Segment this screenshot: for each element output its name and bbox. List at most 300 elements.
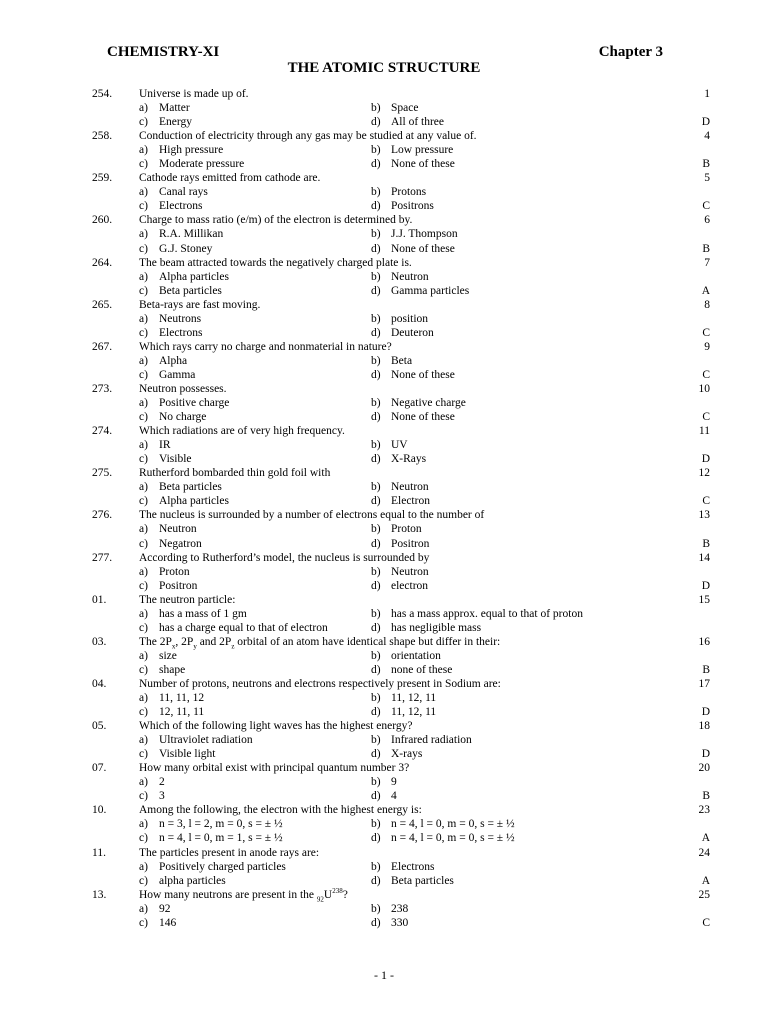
answer-option bbox=[371, 101, 418, 115]
option-letter: d) bbox=[371, 790, 381, 803]
option-text: electron bbox=[391, 579, 429, 592]
answer-key: A bbox=[701, 832, 710, 845]
option-text: R.A. Millikan bbox=[159, 228, 224, 241]
answer-option bbox=[371, 775, 397, 789]
question-text: The nucleus is surrounded by a number of electrons equal to the number of bbox=[139, 509, 485, 522]
answer-key: D bbox=[701, 116, 710, 129]
question-row bbox=[0, 635, 768, 649]
answer-option bbox=[139, 368, 195, 382]
option-letter: d) bbox=[371, 537, 381, 550]
question-text: Charge to mass ratio (e/m) of the electron is determined by. bbox=[139, 214, 413, 227]
question-row bbox=[0, 87, 768, 101]
question-text: Number of protons, neutrons and electrons respectively present in Sodium are: bbox=[139, 677, 501, 690]
answer-key: C bbox=[702, 495, 710, 508]
option-letter: b) bbox=[371, 776, 381, 789]
option-text: Positron bbox=[159, 579, 198, 592]
question-number: 273. bbox=[92, 382, 113, 395]
option-letter: b) bbox=[371, 692, 381, 705]
answer-option bbox=[371, 270, 429, 284]
option-letter: a) bbox=[139, 692, 148, 705]
option-text: 330 bbox=[391, 916, 409, 929]
question-ref-number: 5 bbox=[704, 172, 710, 185]
question-ref-number: 18 bbox=[698, 720, 710, 733]
question-number: 275. bbox=[92, 467, 113, 480]
option-letter: c) bbox=[139, 326, 148, 339]
option-letter: c) bbox=[139, 453, 148, 466]
option-letter: a) bbox=[139, 186, 148, 199]
answer-option bbox=[139, 916, 176, 930]
answer-key: A bbox=[701, 874, 710, 887]
option-text: 146 bbox=[159, 916, 177, 929]
options-row bbox=[0, 270, 768, 284]
options-row bbox=[0, 185, 768, 199]
text-part: , 2P bbox=[175, 635, 194, 648]
question-row bbox=[0, 129, 768, 143]
question-text: Among the following, the electron with the highest energy is: bbox=[139, 804, 422, 817]
options-row bbox=[0, 705, 768, 719]
option-letter: b) bbox=[371, 523, 381, 536]
option-letter: d) bbox=[371, 706, 381, 719]
option-text: Space bbox=[391, 102, 419, 115]
option-text: None of these bbox=[391, 411, 455, 424]
question-number: 267. bbox=[92, 340, 113, 353]
option-letter: c) bbox=[139, 790, 148, 803]
answer-option bbox=[139, 143, 223, 157]
option-text: Canal rays bbox=[159, 186, 208, 199]
option-text: Visible bbox=[159, 453, 192, 466]
subscript: 92 bbox=[316, 894, 324, 903]
option-text: Gamma particles bbox=[391, 284, 470, 297]
answer-option bbox=[139, 537, 202, 551]
question-number: 01. bbox=[92, 593, 107, 606]
option-letter: b) bbox=[371, 144, 381, 157]
question-ref-number: 8 bbox=[704, 298, 710, 311]
answer-option bbox=[139, 902, 171, 916]
option-letter: c) bbox=[139, 242, 148, 255]
options-row bbox=[0, 775, 768, 789]
option-text: 2 bbox=[159, 776, 165, 789]
option-text: Positive charge bbox=[159, 397, 230, 410]
answer-key: D bbox=[701, 453, 710, 466]
option-letter: b) bbox=[371, 734, 381, 747]
answer-option bbox=[371, 494, 430, 508]
question-ref-number: 9 bbox=[704, 340, 710, 353]
question-ref-number: 25 bbox=[698, 888, 710, 901]
option-text: Gamma bbox=[159, 368, 196, 381]
option-text: Neutron bbox=[391, 481, 429, 494]
option-letter: d) bbox=[371, 453, 381, 466]
options-row bbox=[0, 227, 768, 241]
question-number: 10. bbox=[92, 804, 107, 817]
option-text: Positron bbox=[391, 537, 430, 550]
question-ref-number: 6 bbox=[704, 214, 710, 227]
question-ref-number: 16 bbox=[698, 635, 710, 648]
option-text: Proton bbox=[159, 565, 190, 578]
options-row bbox=[0, 663, 768, 677]
option-letter: d) bbox=[371, 495, 381, 508]
question-number: 254. bbox=[92, 88, 113, 100]
option-letter: a) bbox=[139, 734, 148, 747]
option-letter: a) bbox=[139, 523, 148, 536]
option-text: None of these bbox=[391, 158, 455, 171]
question-row bbox=[0, 466, 768, 480]
options-row bbox=[0, 368, 768, 382]
option-text: Negatron bbox=[159, 537, 202, 550]
answer-option bbox=[139, 579, 197, 593]
question-row bbox=[0, 803, 768, 817]
question-row bbox=[0, 761, 768, 775]
option-text: has negligible mass bbox=[391, 621, 482, 634]
question-number: 11. bbox=[92, 846, 106, 859]
option-text: orientation bbox=[391, 649, 441, 662]
question-row bbox=[0, 888, 768, 902]
answer-option bbox=[139, 185, 208, 199]
answer-key: C bbox=[702, 326, 710, 339]
option-letter: a) bbox=[139, 270, 148, 283]
options-row bbox=[0, 902, 768, 916]
answer-option bbox=[139, 789, 165, 803]
answer-option bbox=[371, 185, 426, 199]
option-letter: d) bbox=[371, 874, 381, 887]
option-text: 12, 11, 11 bbox=[159, 706, 205, 719]
option-text: Neutron bbox=[159, 523, 197, 536]
document-title: THE ATOMIC STRUCTURE bbox=[287, 60, 481, 76]
option-text: Beta bbox=[391, 354, 413, 367]
option-letter: b) bbox=[371, 354, 381, 367]
option-letter: c) bbox=[139, 874, 148, 887]
question-ref-number: 23 bbox=[698, 804, 710, 817]
question-row bbox=[0, 213, 768, 227]
option-text: None of these bbox=[391, 368, 455, 381]
question-row bbox=[0, 171, 768, 185]
question-text: Rutherford bombarded thin gold foil with bbox=[139, 467, 331, 480]
option-text: 238 bbox=[391, 902, 409, 915]
option-text: Neutron bbox=[391, 565, 429, 578]
option-text: Moderate pressure bbox=[159, 158, 245, 171]
option-letter: d) bbox=[371, 411, 381, 424]
question-row bbox=[0, 298, 768, 312]
text-part: ? bbox=[342, 888, 348, 901]
option-letter: b) bbox=[371, 649, 381, 662]
option-text: n = 4, l = 0, m = 0, s = ± ½ bbox=[391, 832, 515, 845]
options-row bbox=[0, 115, 768, 129]
subscript: z bbox=[231, 642, 235, 651]
option-text: Proton bbox=[391, 523, 422, 536]
option-letter: a) bbox=[139, 144, 148, 157]
answer-option bbox=[139, 747, 216, 761]
option-letter: c) bbox=[139, 537, 148, 550]
answer-key: C bbox=[702, 200, 710, 213]
subscript: y bbox=[193, 642, 197, 651]
options-row bbox=[0, 396, 768, 410]
question-number: 277. bbox=[92, 551, 113, 564]
answer-option bbox=[371, 396, 466, 410]
option-letter: c) bbox=[139, 411, 148, 424]
question-text: The particles present in anode rays are: bbox=[139, 846, 320, 859]
options-row bbox=[0, 565, 768, 579]
option-letter: c) bbox=[139, 916, 148, 929]
answer-option bbox=[139, 284, 222, 298]
text-part: and 2P bbox=[196, 635, 232, 648]
option-letter: a) bbox=[139, 481, 148, 494]
option-text: J.J. Thompson bbox=[391, 228, 458, 241]
answer-key: B bbox=[702, 663, 710, 676]
answer-key: C bbox=[702, 368, 710, 381]
answer-key: C bbox=[702, 916, 710, 929]
question-ref-number: 24 bbox=[698, 846, 710, 859]
option-letter: c) bbox=[139, 748, 148, 761]
question-ref-number: 10 bbox=[698, 382, 710, 395]
options-row bbox=[0, 789, 768, 803]
option-letter: b) bbox=[371, 481, 381, 494]
answer-option bbox=[371, 199, 434, 213]
option-text: has a charge equal to that of electron bbox=[159, 621, 328, 634]
answer-option bbox=[139, 565, 190, 579]
option-letter: c) bbox=[139, 116, 148, 129]
option-text: Neutrons bbox=[159, 312, 202, 325]
option-text: Negative charge bbox=[391, 397, 466, 410]
answer-option bbox=[371, 817, 515, 831]
answer-option bbox=[139, 621, 328, 635]
answer-option bbox=[371, 480, 429, 494]
options-row bbox=[0, 199, 768, 213]
question-text: Which of the following light waves has the highest energy? bbox=[139, 720, 413, 733]
answer-option bbox=[139, 227, 223, 241]
answer-option bbox=[371, 368, 455, 382]
question-number: 04. bbox=[92, 677, 107, 690]
question-row bbox=[0, 719, 768, 733]
question-text: Universe is made up of. bbox=[139, 88, 249, 100]
option-letter: d) bbox=[371, 242, 381, 255]
answer-option bbox=[371, 579, 428, 593]
question-text: The beam attracted towards the negatively charged plate is. bbox=[139, 256, 412, 269]
options-row bbox=[0, 691, 768, 705]
question-text: Beta-rays are fast moving. bbox=[139, 298, 261, 311]
answer-option bbox=[139, 326, 202, 340]
option-letter: a) bbox=[139, 607, 148, 620]
answer-option bbox=[139, 522, 197, 536]
question-ref-number: 4 bbox=[704, 130, 710, 143]
options-row bbox=[0, 438, 768, 452]
answer-option bbox=[139, 691, 204, 705]
answer-option bbox=[371, 312, 428, 326]
answer-option bbox=[371, 537, 429, 551]
text-part: How many neutrons are present in the bbox=[139, 888, 317, 901]
page-number: - 1 - bbox=[374, 968, 394, 982]
answer-option bbox=[139, 705, 204, 719]
answer-key: B bbox=[702, 242, 710, 255]
option-letter: b) bbox=[371, 186, 381, 199]
question-row bbox=[0, 256, 768, 270]
options-row bbox=[0, 494, 768, 508]
question-number: 274. bbox=[92, 425, 113, 438]
question-number: 265. bbox=[92, 298, 113, 311]
option-letter: d) bbox=[371, 200, 381, 213]
option-letter: c) bbox=[139, 495, 148, 508]
subject-header: CHEMISTRY-XI bbox=[107, 44, 220, 60]
option-text: Matter bbox=[159, 102, 190, 115]
option-text: Alpha bbox=[159, 354, 188, 367]
option-letter: c) bbox=[139, 621, 148, 634]
superscript: 238 bbox=[332, 886, 343, 895]
option-letter: a) bbox=[139, 565, 148, 578]
answer-option bbox=[371, 115, 444, 129]
answer-option bbox=[371, 916, 408, 930]
answer-option bbox=[371, 438, 408, 452]
option-letter: b) bbox=[371, 312, 381, 325]
option-letter: a) bbox=[139, 397, 148, 410]
option-letter: d) bbox=[371, 832, 381, 845]
question-number: 258. bbox=[92, 130, 113, 143]
option-letter: a) bbox=[139, 649, 148, 662]
option-letter: b) bbox=[371, 102, 381, 115]
question-ref-number: 12 bbox=[698, 467, 710, 480]
question-row bbox=[0, 424, 768, 438]
answer-option bbox=[371, 607, 583, 621]
option-text: 3 bbox=[159, 790, 165, 803]
question-row bbox=[0, 508, 768, 522]
option-text: Protons bbox=[391, 186, 427, 199]
answer-option bbox=[371, 522, 422, 536]
option-letter: a) bbox=[139, 439, 148, 452]
option-text: Ultraviolet radiation bbox=[159, 734, 253, 747]
answer-option bbox=[371, 860, 434, 874]
answer-option bbox=[371, 227, 458, 241]
answer-option bbox=[139, 312, 201, 326]
answer-option bbox=[139, 831, 283, 845]
question-number: 259. bbox=[92, 172, 113, 185]
option-letter: d) bbox=[371, 158, 381, 171]
text-part: U bbox=[323, 888, 333, 901]
option-text: n = 4, l = 0, m = 0, s = ± ½ bbox=[391, 818, 515, 831]
option-letter: a) bbox=[139, 818, 148, 831]
option-letter: c) bbox=[139, 663, 148, 676]
options-row bbox=[0, 284, 768, 298]
answer-option bbox=[371, 747, 422, 761]
answer-option bbox=[139, 733, 253, 747]
option-letter: d) bbox=[371, 621, 381, 634]
question-ref-number: 14 bbox=[698, 551, 710, 564]
answer-option bbox=[371, 565, 429, 579]
option-letter: d) bbox=[371, 663, 381, 676]
answer-option bbox=[139, 663, 185, 677]
option-text: n = 3, l = 2, m = 0, s = ± ½ bbox=[159, 818, 283, 831]
subscript: x bbox=[171, 642, 176, 651]
option-text: Neutron bbox=[391, 270, 429, 283]
answer-option bbox=[371, 831, 515, 845]
question-ref-number: 20 bbox=[698, 762, 710, 775]
option-text: has a mass of 1 gm bbox=[159, 607, 247, 620]
answer-option bbox=[139, 452, 192, 466]
option-text: 11, 12, 11 bbox=[391, 692, 437, 705]
option-letter: c) bbox=[139, 368, 148, 381]
options-row bbox=[0, 157, 768, 171]
answer-option bbox=[139, 101, 190, 115]
option-letter: b) bbox=[371, 439, 381, 452]
options-row bbox=[0, 817, 768, 831]
options-row bbox=[0, 452, 768, 466]
question-row bbox=[0, 340, 768, 354]
answer-option bbox=[139, 480, 222, 494]
option-text: Beta particles bbox=[159, 284, 222, 297]
option-text: UV bbox=[391, 439, 408, 452]
option-text: G.J. Stoney bbox=[159, 242, 213, 255]
answer-key: B bbox=[702, 537, 710, 550]
question-text: Which rays carry no charge and nonmaterial in nature? bbox=[139, 340, 392, 353]
options-row bbox=[0, 242, 768, 256]
answer-option bbox=[139, 410, 206, 424]
question-text: Neutron possesses. bbox=[139, 382, 227, 395]
option-letter: a) bbox=[139, 312, 148, 325]
answer-option bbox=[371, 143, 453, 157]
option-letter: d) bbox=[371, 116, 381, 129]
answer-option bbox=[371, 649, 441, 663]
question-number: 276. bbox=[92, 509, 113, 522]
option-text: Alpha particles bbox=[159, 270, 229, 283]
option-text: Electrons bbox=[159, 326, 203, 339]
option-text: shape bbox=[159, 663, 186, 676]
option-letter: c) bbox=[139, 200, 148, 213]
option-letter: a) bbox=[139, 354, 148, 367]
option-text: Infrared radiation bbox=[391, 734, 472, 747]
options-row bbox=[0, 101, 768, 115]
answer-option bbox=[139, 438, 171, 452]
answer-option bbox=[371, 354, 412, 368]
option-letter: d) bbox=[371, 284, 381, 297]
option-letter: a) bbox=[139, 902, 148, 915]
option-text: Visible light bbox=[159, 748, 216, 761]
option-letter: c) bbox=[139, 706, 148, 719]
option-text: Electrons bbox=[159, 200, 203, 213]
option-letter: d) bbox=[371, 916, 381, 929]
option-text: All of three bbox=[391, 116, 445, 129]
question-ref-number: 11 bbox=[698, 425, 710, 438]
answer-option bbox=[139, 860, 286, 874]
option-text: Low pressure bbox=[391, 144, 454, 157]
option-letter: d) bbox=[371, 748, 381, 761]
question-ref-number: 15 bbox=[698, 593, 710, 606]
option-letter: b) bbox=[371, 860, 381, 873]
option-letter: b) bbox=[371, 607, 381, 620]
option-letter: b) bbox=[371, 902, 381, 915]
question-number: 03. bbox=[92, 635, 107, 648]
options-row bbox=[0, 522, 768, 536]
answer-option bbox=[139, 607, 247, 621]
option-text: 11, 11, 12 bbox=[159, 692, 205, 705]
option-text: Alpha particles bbox=[159, 495, 229, 508]
answer-option bbox=[371, 621, 481, 635]
option-text: 4 bbox=[391, 790, 397, 803]
question-ref-number: 17 bbox=[698, 677, 710, 690]
options-row bbox=[0, 860, 768, 874]
question-number: 05. bbox=[92, 720, 107, 733]
option-letter: d) bbox=[371, 326, 381, 339]
question-number: 07. bbox=[92, 762, 107, 775]
option-letter: d) bbox=[371, 368, 381, 381]
option-letter: a) bbox=[139, 860, 148, 873]
option-text: Deuteron bbox=[391, 326, 434, 339]
option-text: No charge bbox=[159, 411, 207, 424]
question-text bbox=[139, 888, 348, 902]
answer-option bbox=[371, 789, 397, 803]
option-text: Beta particles bbox=[159, 481, 222, 494]
options-row bbox=[0, 831, 768, 845]
answer-option bbox=[371, 326, 434, 340]
question-number: 13. bbox=[92, 888, 107, 901]
answer-option bbox=[371, 242, 455, 256]
question-text: The neutron particle: bbox=[139, 593, 236, 606]
option-letter: c) bbox=[139, 832, 148, 845]
